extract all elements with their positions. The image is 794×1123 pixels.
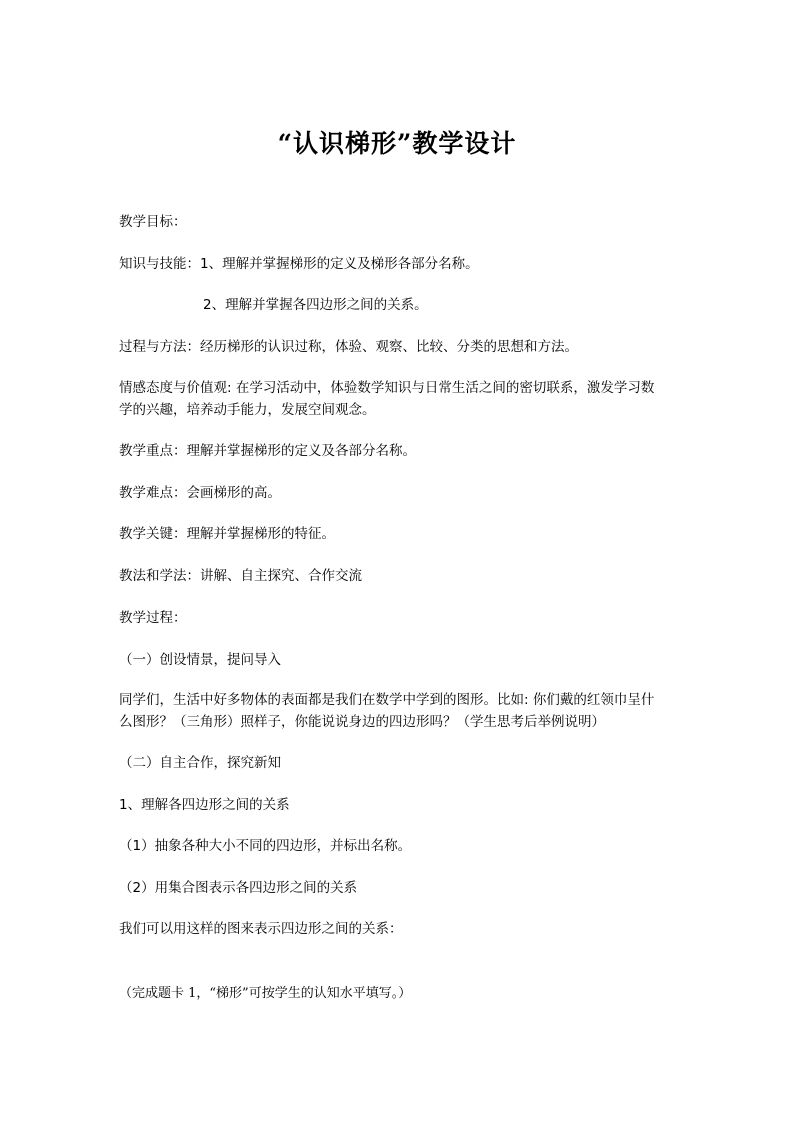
process-method-line: 过程与方法：经历梯形的认识过称，体验、观察、比较、分类的思想和方法。 (119, 339, 578, 355)
section-1-heading: （一）创设情景，提问导入 (119, 652, 281, 668)
diagram-intro-line: 我们可以用这样的图来表示四边形之间的关系： (119, 921, 403, 937)
document-title: “认识梯形”教学设计 (277, 129, 517, 158)
key-link-line: 教学关键：理解并掌握梯形的特征。 (119, 526, 335, 542)
sub-item-2-line: （2）用集合图表示各四边形之间的关系 (119, 880, 358, 896)
teaching-method-line: 教法和学法：讲解、自主探究、合作交流 (119, 568, 362, 584)
section-2-heading: （二）自主合作，探究新知 (119, 755, 281, 771)
attitude-value-line-2: 学的兴趣，培养动手能力，发展空间观念。 (119, 402, 376, 418)
item-1-line: 1、理解各四边形之间的关系 (119, 797, 290, 813)
sub-item-1-line: （1）抽象各种大小不同的四边形，并标出名称。 (119, 838, 412, 854)
teaching-goal-heading: 教学目标： (119, 214, 187, 230)
knowledge-skill-item-1: 知识与技能：1、理解并掌握梯形的定义及梯形各部分名称。 (119, 256, 479, 272)
section-1-body-line-2: 么图形？（三角形）照样子，你能说说身边的四边形吗？（学生思考后举例说明） (119, 714, 605, 730)
knowledge-skill-item-2: 2、理解并掌握各四边形之间的关系。 (203, 297, 428, 313)
card-note-line: （完成题卡 1，“梯形”可按学生的认知水平填写。） (119, 986, 412, 1001)
process-heading: 教学过程： (119, 610, 187, 626)
difficult-point-line: 教学难点：会画梯形的高。 (119, 485, 281, 501)
attitude-value-paragraph (119, 377, 689, 421)
key-point-line: 教学重点：理解并掌握梯形的定义及各部分名称。 (119, 443, 416, 459)
section-1-body (119, 689, 689, 733)
attitude-value-line-1: 情感态度与价值观: 在学习活动中，体验数学知识与日常生活之间的密切联系，激发学习数 (119, 380, 655, 396)
section-1-body-line-1: 同学们，生活中好多物体的表面都是我们在数学中学到的图形。比如: 你们戴的红领巾呈什 (119, 692, 655, 708)
